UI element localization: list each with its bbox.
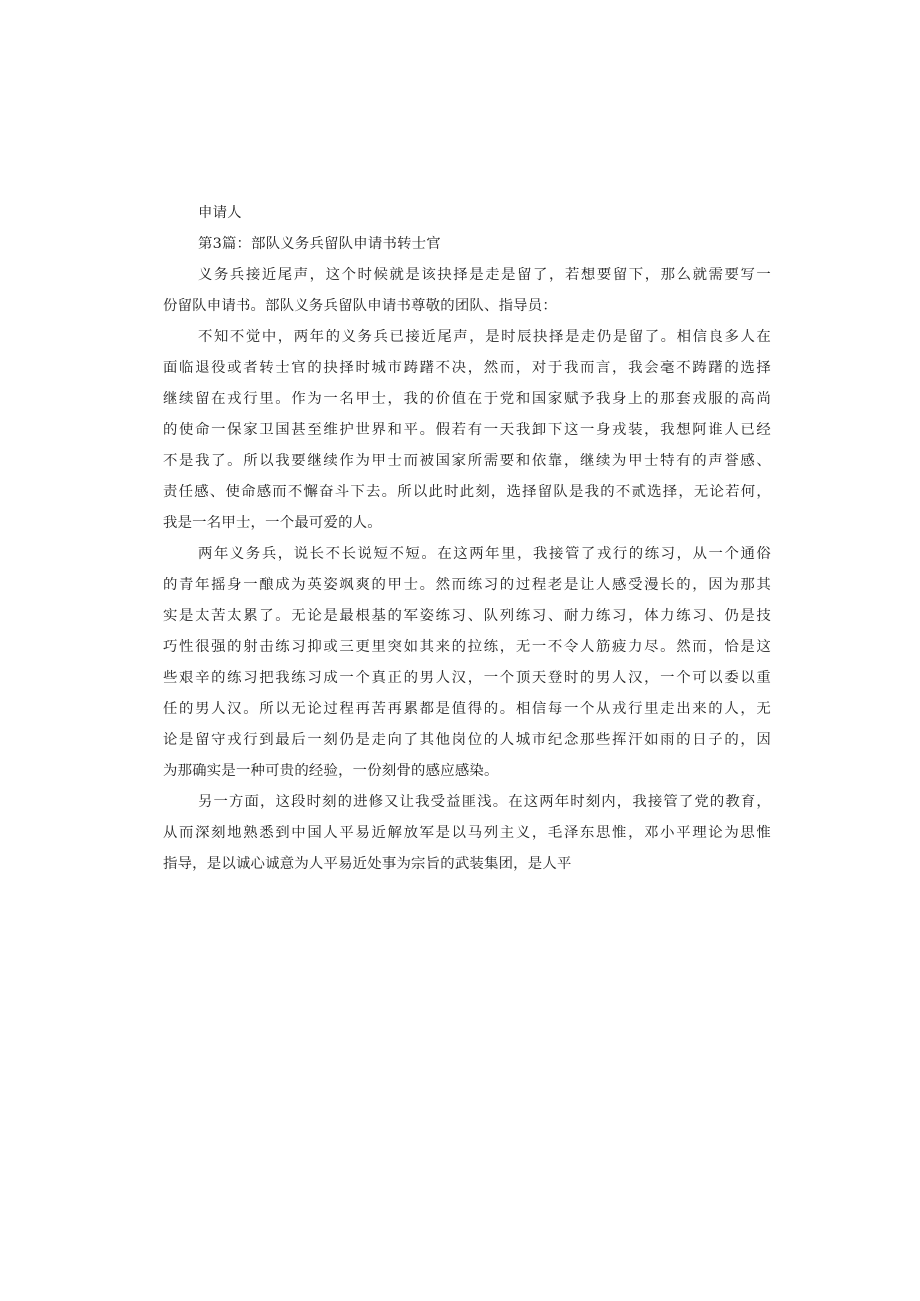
paragraph-3 <box>163 543 771 782</box>
paragraph-line: 份留队申请书。部队义务兵留队申请书尊敬的团队、指导员： <box>163 298 557 314</box>
paragraph-line: 论是留守戎行到最后一刻仍是走向了其他岗位的人城市纪念那些挥汗如雨的日子的，因 <box>163 732 771 748</box>
paragraph-line: 些艰辛的练习把我练习成一个真正的男人汉，一个顶天登时的男人汉，一个可以委以重 <box>163 670 771 686</box>
paragraph-line: 指导，是以诚心诚意为人平易近处事为宗旨的武装集团，是人平 <box>163 856 572 872</box>
paragraph-line: 任的男人汉。所以无论过程再苦再累都是值得的。相信每一个从戎行里走出来的人，无 <box>163 701 771 717</box>
section-title: 第3篇：部队义务兵留队申请书转士官 <box>198 236 441 252</box>
paragraph-line: 面临退役或者转士官的抉择时城市踌躇不决，然而，对于我而言，我会毫不踌躇的选择 <box>163 360 771 376</box>
paragraph-line: 责任感、使命感而不懈奋斗下去。所以此时此刻，选择留队是我的不贰选择，无论若何， <box>163 484 771 500</box>
paragraph-line: 实是太苦太累了。无论是最根基的军姿练习、队列练习、耐力练习，体力练习、仍是技 <box>163 608 771 624</box>
paragraph-line: 两年义务兵，说长不长说短不短。在这两年里，我接管了戎行的练习，从一个通俗 <box>198 546 771 562</box>
paragraph-1 <box>163 264 771 317</box>
paragraph-line: 巧性很强的射击练习抑或三更里突如其来的拉练，无一不令人筋疲力尽。然而，恰是这 <box>163 639 771 655</box>
paragraph-line: 的使命一保家卫国甚至维护世界和平。假若有一天我卸下这一身戎装，我想阿谁人已经 <box>163 422 771 438</box>
paragraph-line: 我是一名甲士，一个最可爱的人。 <box>163 515 382 531</box>
paragraph-2 <box>163 326 771 534</box>
paragraph-line: 为那确实是一种可贵的经验，一份刻骨的感应感染。 <box>163 763 499 779</box>
paragraph-line: 继续留在戎行里。作为一名甲士，我的价值在于党和国家赋予我身上的那套戎服的高尚 <box>163 391 771 407</box>
paragraph-4 <box>163 791 771 875</box>
paragraph-line: 义务兵接近尾声，这个时候就是该抉择是走是留了，若想要留下，那么就需要写一 <box>198 267 771 283</box>
paragraph-line: 另一方面，这段时刻的进修又让我受益匪浅。在这两年时刻内，我接管了党的教育， <box>198 794 771 810</box>
paragraph-line: 不知不觉中，两年的义务兵已接近尾声，是时辰抉择是走仍是留了。相信良多人在 <box>198 329 771 345</box>
document-body <box>163 202 771 884</box>
paragraph-line: 从而深刻地熟悉到中国人平易近解放军是以马列主义，毛泽东思惟，邓小平理论为思惟 <box>163 825 771 841</box>
signature-label: 申请人 <box>198 205 242 221</box>
paragraph-line: 不是我了。所以我要继续作为甲士而被国家所需要和依靠，继续为甲士特有的声誉感、 <box>163 453 771 469</box>
paragraph-line: 的青年摇身一酿成为英姿飒爽的甲士。然而练习的过程老是让人感受漫长的，因为那其 <box>163 577 771 593</box>
